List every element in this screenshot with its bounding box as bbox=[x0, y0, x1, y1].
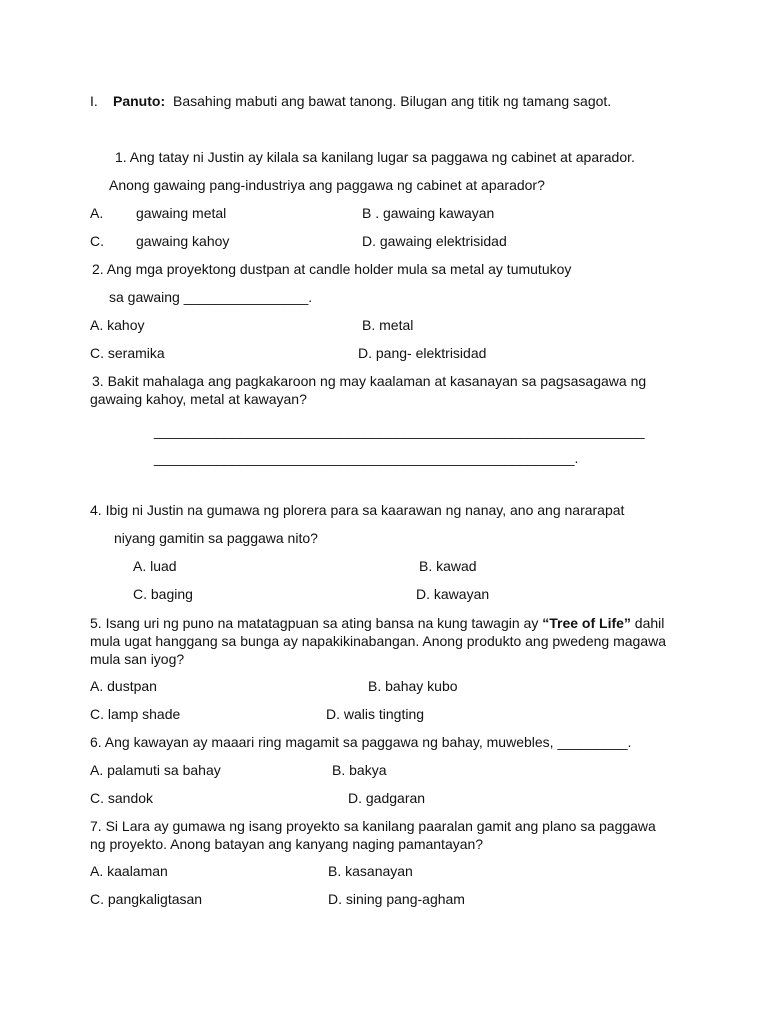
instruction-label: Panuto: bbox=[113, 93, 166, 109]
answer-blank-line: ______________________________________________________. bbox=[154, 450, 579, 466]
section-number: I. bbox=[90, 93, 98, 109]
tree-of-life-term: “Tree of Life” bbox=[542, 615, 631, 631]
choice-b: B. kasanayan bbox=[328, 863, 413, 879]
choice-letter-a: A. bbox=[90, 205, 104, 221]
question-text bbox=[90, 614, 675, 668]
choice-a: A. dustpan bbox=[90, 678, 157, 694]
question-text: 4. Ibig ni Justin na gumawa ng plorera para sa kaarawan ng nanay, ano ang nararapat bbox=[90, 502, 625, 518]
choice-c: C. lamp shade bbox=[90, 706, 181, 722]
choice-letter-c: C. bbox=[90, 233, 104, 249]
question-text-start: 5. Isang uri ng puno na matatagpuan sa ating bansa na kung tawagin ay bbox=[90, 615, 543, 631]
choice-d: D. sining pang-agham bbox=[328, 891, 465, 907]
choice-a: A. kahoy bbox=[90, 317, 145, 333]
choice-d: D. walis tingting bbox=[326, 706, 425, 722]
choice-a: A. kaalaman bbox=[90, 863, 168, 879]
choice-d: D. pang- elektrisidad bbox=[358, 345, 487, 361]
question-text: niyang gamitin sa paggawa nito? bbox=[114, 530, 318, 546]
choice-d: D. gawaing elektrisidad bbox=[362, 233, 507, 249]
choice-b: B. bahay kubo bbox=[368, 678, 458, 694]
choice-c: C. pangkaligtasan bbox=[90, 891, 203, 907]
choice-c: C. sandok bbox=[90, 790, 154, 806]
choice-a: A. luad bbox=[133, 558, 177, 574]
choice-c: gawaing kahoy bbox=[136, 233, 230, 249]
choice-b: B . gawaing kawayan bbox=[362, 205, 495, 221]
question-text: 2. Ang mga proyektong dustpan at candle holder mula sa metal ay tumutukoy bbox=[92, 261, 572, 277]
question-text: 7. Si Lara ay gumawa ng isang proyekto sa kanilang paaralan gamit ang plano sa paggawa ng proyekto. Anong batayan ang kanyang naging pamantayan? bbox=[90, 818, 656, 852]
question-text: 3. Bakit mahalaga ang pagkakaroon ng may kaalaman at kasanayan sa pagsasagawa ng bbox=[92, 373, 647, 389]
choice-b: B. bakya bbox=[332, 762, 387, 778]
choice-b: B. kawad bbox=[419, 558, 477, 574]
choice-b: B. metal bbox=[362, 317, 414, 333]
question-text-end: dahil mula ugat hanggang sa bunga ay napakikinabangan. Anong produkto ang pwedeng magawa mula san iyog? bbox=[90, 615, 667, 667]
question-text: gawaing kahoy, metal at kawayan? bbox=[90, 391, 307, 407]
answer-blank-line: _______________________________________________________________ bbox=[154, 423, 645, 439]
choice-d: D. kawayan bbox=[416, 586, 490, 602]
choice-c: C. seramika bbox=[90, 345, 165, 361]
choice-a: A. palamuti sa bahay bbox=[90, 762, 221, 778]
question-text: Anong gawaing pang-industriya ang paggawa ng cabinet at aparador? bbox=[109, 177, 545, 193]
question-text: sa gawaing ________________. bbox=[109, 289, 313, 305]
question-text: 1. Ang tatay ni Justin ay kilala sa kanilang lugar sa paggawa ng cabinet at aparador. bbox=[115, 149, 635, 165]
choice-d: D. gadgaran bbox=[348, 790, 426, 806]
question-text: 6. Ang kawayan ay maaari ring magamit sa paggawa ng bahay, muwebles, _________. bbox=[90, 734, 632, 750]
choice-a: gawaing metal bbox=[136, 205, 227, 221]
instruction-text: Basahing mabuti ang bawat tanong. Bilugan ang titik ng tamang sagot. bbox=[173, 93, 612, 109]
choice-c: C. baging bbox=[133, 586, 193, 602]
